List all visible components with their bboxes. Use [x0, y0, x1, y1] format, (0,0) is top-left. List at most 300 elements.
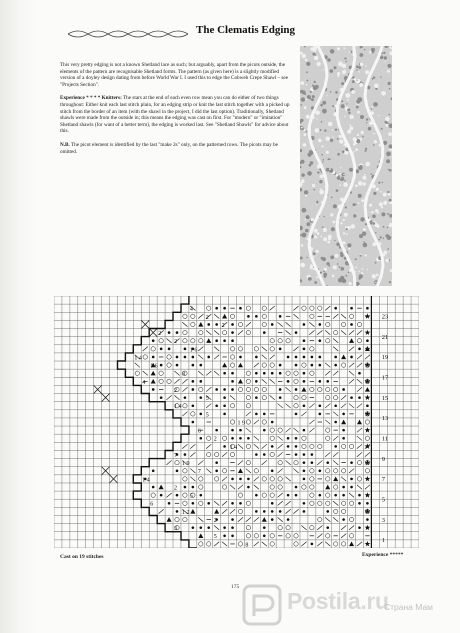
lace-hole — [351, 224, 355, 228]
lace-hole — [341, 100, 343, 102]
lace-hole — [344, 116, 345, 117]
purl-dot-symbol — [263, 331, 266, 334]
title-ornament — [68, 28, 188, 40]
lace-hole — [386, 159, 390, 163]
ssk-symbol — [214, 314, 219, 318]
stitch-count-label: 2 — [174, 339, 178, 346]
row-number-label: 11 — [381, 435, 388, 443]
sk2po-symbol — [349, 542, 354, 547]
stitch-count-label: 2 — [158, 331, 162, 338]
purl-dot-symbol — [207, 323, 210, 326]
purl-dot-symbol — [176, 494, 179, 497]
lace-hole — [387, 227, 389, 229]
lace-hole — [374, 140, 377, 143]
lace-hole — [371, 106, 373, 108]
yarn-over-symbol — [357, 322, 361, 326]
lace-hole — [342, 64, 346, 68]
purl-dot-symbol — [192, 380, 195, 383]
purl-dot-symbol — [279, 315, 282, 318]
lace-hole — [373, 192, 376, 195]
lace-hole — [366, 118, 368, 120]
sk2po-symbol — [222, 314, 227, 319]
lace-hole — [319, 180, 322, 183]
cast-off-symbol — [94, 385, 102, 393]
purl-dot-symbol — [215, 404, 218, 407]
k2tog-symbol — [278, 452, 283, 456]
purl-dot-symbol — [255, 494, 258, 497]
lace-hole — [389, 199, 392, 202]
lace-hole — [308, 153, 312, 157]
stitch-count-label: 5 — [205, 396, 209, 403]
k2tog-symbol — [182, 387, 187, 391]
yarn-over-symbol — [270, 339, 274, 343]
yarn-over-symbol — [310, 371, 314, 375]
purl-dot-symbol — [303, 323, 306, 326]
star-edge-symbol — [365, 476, 371, 481]
lace-hole — [322, 161, 323, 162]
purl-dot-symbol — [303, 380, 306, 383]
purl-dot-symbol — [358, 502, 361, 505]
yarn-over-symbol — [270, 428, 274, 432]
yarn-over-symbol — [159, 339, 163, 343]
lace-hole — [330, 255, 334, 259]
purl-dot-symbol — [160, 348, 163, 351]
ssk-symbol — [174, 371, 179, 375]
yarn-over-symbol — [246, 404, 250, 408]
purl-dot-symbol — [160, 396, 163, 399]
purl-dot-symbol — [366, 502, 369, 505]
yarn-over-symbol — [199, 387, 203, 391]
purl-dot-symbol — [247, 315, 250, 318]
yarn-over-symbol — [349, 444, 353, 448]
ssk-symbol — [190, 469, 195, 473]
k2tog-symbol — [254, 542, 259, 546]
ssk-symbol — [325, 542, 330, 546]
lace-hole — [365, 70, 369, 74]
sk2po-symbol — [341, 355, 346, 360]
yarn-over-symbol — [262, 395, 266, 399]
k2tog-symbol — [309, 428, 314, 432]
purl-dot-symbol — [231, 437, 234, 440]
lace-hole — [359, 234, 363, 238]
purl-dot-symbol — [184, 356, 187, 359]
lace-hole — [331, 197, 333, 199]
lace-hole — [330, 91, 332, 93]
ssk-symbol — [206, 330, 211, 334]
ssk-symbol — [198, 517, 203, 521]
lace-hole — [348, 272, 350, 274]
purl-dot-symbol — [199, 396, 202, 399]
yarn-over-symbol — [286, 534, 290, 538]
lace-hole — [356, 100, 360, 104]
yarn-over-symbol — [294, 460, 298, 464]
yarn-over-symbol — [278, 460, 282, 464]
yarn-over-symbol — [183, 517, 187, 521]
purl-dot-symbol — [334, 494, 337, 497]
yarn-over-symbol — [341, 322, 345, 326]
lace-hole — [347, 99, 349, 101]
yarn-over-symbol — [318, 306, 322, 310]
stitch-count-label: 1 2 — [181, 509, 190, 516]
purl-dot-symbol — [295, 413, 298, 416]
yarn-over-symbol — [365, 469, 369, 473]
yarn-over-symbol — [246, 387, 250, 391]
purl-dot-symbol — [287, 437, 290, 440]
purl-dot-symbol — [350, 478, 353, 481]
purl-dot-symbol — [223, 372, 226, 375]
purl-dot-symbol — [231, 323, 234, 326]
k2tog-symbol — [317, 460, 322, 464]
purl-dot-symbol — [311, 364, 314, 367]
yarn-over-symbol — [183, 330, 187, 334]
sk2po-symbol — [214, 509, 219, 514]
yarn-over-symbol — [286, 371, 290, 375]
k2tog-symbol — [357, 444, 362, 448]
purl-dot-symbol — [255, 396, 258, 399]
lace-hole — [312, 84, 314, 86]
purl-dot-symbol — [263, 372, 266, 375]
k2tog-symbol — [206, 444, 211, 448]
yarn-over-symbol — [318, 387, 322, 391]
yarn-over-symbol — [302, 363, 306, 367]
k2tog-symbol — [278, 444, 283, 448]
star-edge-symbol — [365, 508, 371, 513]
cast-off-symbol — [149, 329, 157, 337]
yarn-over-symbol — [222, 330, 226, 334]
purl-dot-symbol — [303, 356, 306, 359]
lace-hole — [388, 132, 392, 136]
yarn-over-symbol — [278, 477, 282, 481]
ssk-symbol — [270, 379, 275, 383]
lace-hole — [383, 238, 384, 239]
row-number-label: 21 — [381, 333, 389, 341]
ssk-symbol — [262, 379, 267, 383]
k2tog-symbol — [206, 371, 211, 375]
lace-hole — [314, 56, 319, 61]
k2tog-symbol — [357, 330, 362, 334]
lace-hole — [351, 90, 355, 94]
ssk-symbol — [333, 501, 338, 505]
ssk-symbol — [135, 363, 140, 367]
intro-paragraph-3-lead: N.B. — [60, 141, 70, 148]
ssk-symbol — [325, 330, 330, 334]
yarn-over-symbol — [310, 493, 314, 497]
lace-hole — [349, 51, 351, 53]
lace-hole — [328, 235, 332, 239]
k2tog-symbol — [349, 525, 354, 529]
purl-dot-symbol — [358, 348, 361, 351]
yarn-over-symbol — [326, 469, 330, 473]
lace-hole — [305, 229, 309, 233]
purl-dot-symbol — [334, 421, 337, 424]
yarn-over-symbol — [262, 306, 266, 310]
lace-hole — [359, 165, 362, 168]
lace-hole — [378, 115, 380, 117]
ssk-symbol — [254, 485, 259, 489]
ssk-symbol — [254, 444, 259, 448]
purl-dot-symbol — [215, 323, 218, 326]
lace-hole — [371, 108, 373, 110]
lace-hole — [313, 252, 316, 255]
purl-dot-symbol — [255, 453, 258, 456]
k2tog-symbol — [357, 387, 362, 391]
yarn-over-symbol — [238, 509, 242, 513]
lace-hole — [323, 228, 327, 232]
stitch-count-label: 1 4 — [142, 477, 150, 484]
yarn-over-symbol — [222, 485, 226, 489]
lace-hole — [344, 180, 346, 182]
k2tog-symbol — [278, 493, 283, 497]
lace-hole — [322, 145, 324, 147]
yarn-over-symbol — [183, 339, 187, 343]
yarn-over-symbol — [175, 460, 179, 464]
lace-hole — [303, 143, 307, 147]
yarn-over-symbol — [270, 477, 274, 481]
lace-hole — [353, 137, 357, 141]
ssk-symbol — [198, 371, 203, 375]
lace-hole — [366, 122, 367, 123]
ssk-symbol — [214, 330, 219, 334]
yarn-over-symbol — [254, 347, 258, 351]
lace-hole — [379, 202, 383, 206]
lace-hole — [356, 106, 359, 109]
k2tog-symbol — [357, 404, 362, 408]
lace-hole — [361, 272, 363, 274]
yarn-over-symbol — [254, 534, 258, 538]
lace-hole — [355, 267, 357, 269]
lace-hole — [376, 274, 379, 277]
lace-hole — [338, 278, 343, 283]
yarn-over-symbol — [302, 395, 306, 399]
k2tog-symbol — [190, 452, 195, 456]
row-number-label: 5 — [381, 496, 385, 504]
lace-hole — [347, 226, 351, 230]
purl-dot-symbol — [334, 307, 337, 310]
yarn-over-symbol — [365, 436, 369, 440]
purl-dot-symbol — [184, 453, 187, 456]
purl-dot-symbol — [295, 331, 298, 334]
lace-hole — [301, 97, 305, 101]
purl-dot-symbol — [366, 518, 369, 521]
lace-hole — [323, 273, 327, 277]
yarn-over-symbol — [326, 493, 330, 497]
k2tog-symbol — [246, 412, 251, 416]
stitch-count-label: 1 4 — [174, 404, 182, 411]
lace-hole — [316, 202, 318, 204]
ssk-symbol — [285, 460, 290, 464]
purl-dot-symbol — [239, 502, 242, 505]
yarn-over-symbol — [326, 501, 330, 505]
ssk-symbol — [333, 460, 338, 464]
purl-dot-symbol — [207, 526, 210, 529]
row-number-label: 9 — [381, 455, 385, 463]
lace-hole — [345, 275, 347, 277]
sk2po-symbol — [333, 477, 338, 482]
lace-hole — [359, 53, 363, 57]
sk2po-symbol — [357, 420, 362, 425]
lace-hole — [346, 103, 347, 104]
lace-hole — [322, 226, 324, 228]
stitch-count-label: 1 9 — [181, 461, 190, 468]
ssk-symbol — [278, 404, 283, 408]
k2tog-symbol — [278, 469, 283, 473]
row-number-label: 17 — [381, 374, 389, 382]
purl-dot-symbol — [358, 396, 361, 399]
sk2po-symbol — [238, 379, 243, 384]
star-edge-symbol — [365, 541, 371, 547]
yarn-over-symbol — [333, 485, 337, 489]
lace-hole — [329, 169, 330, 170]
stitch-count-label: 6 — [150, 501, 154, 508]
yarn-over-symbol — [302, 444, 306, 448]
yarn-over-symbol — [246, 420, 250, 424]
watermark-subtitle: Страна Мам — [384, 602, 434, 612]
yarn-over-symbol — [262, 363, 266, 367]
yarn-over-symbol — [199, 339, 203, 343]
row-number-label: 13 — [381, 415, 389, 423]
lace-hole — [386, 152, 391, 157]
purl-dot-symbol — [263, 429, 266, 432]
yarn-over-symbol — [302, 306, 306, 310]
purl-dot-symbol — [303, 510, 306, 513]
k2tog-symbol — [262, 460, 267, 464]
purl-dot-symbol — [303, 502, 306, 505]
ssk-symbol — [230, 395, 235, 399]
k2tog-symbol — [190, 444, 195, 448]
k2tog-symbol — [198, 347, 203, 351]
lace-hole — [373, 102, 378, 107]
yarn-over-symbol — [310, 347, 314, 351]
lace-hole — [360, 115, 364, 119]
purl-dot-symbol — [231, 429, 234, 432]
ssk-symbol — [293, 314, 298, 318]
purl-dot-symbol — [223, 396, 226, 399]
purl-dot-symbol — [271, 518, 274, 521]
lace-hole — [336, 189, 339, 192]
ssk-symbol — [357, 436, 362, 440]
yarn-over-symbol — [207, 542, 211, 546]
yarn-over-symbol — [246, 371, 250, 375]
lace-hole — [368, 127, 372, 131]
lace-hole — [383, 52, 385, 54]
purl-dot-symbol — [223, 413, 226, 416]
purl-dot-symbol — [192, 526, 195, 529]
lace-hole — [303, 133, 306, 136]
purl-dot-symbol — [263, 453, 266, 456]
yarn-over-symbol — [318, 444, 322, 448]
k2tog-symbol — [333, 371, 338, 375]
yarn-over-symbol — [326, 477, 330, 481]
purl-dot-symbol — [247, 486, 250, 489]
purl-dot-symbol — [295, 364, 298, 367]
row-number-label: 3 — [381, 516, 385, 524]
purl-dot-symbol — [271, 372, 274, 375]
sk2po-symbol — [365, 387, 370, 392]
yarn-over-symbol — [294, 542, 298, 546]
k2tog-symbol — [254, 363, 259, 367]
intro-paragraph-2 — [60, 95, 290, 135]
yarn-over-symbol — [207, 306, 211, 310]
lace-hole — [375, 282, 376, 283]
k2tog-symbol — [206, 404, 211, 408]
yarn-over-symbol — [230, 420, 234, 424]
lace-hole — [350, 115, 354, 119]
sk2po-symbol — [206, 338, 211, 343]
lace-hole — [327, 58, 331, 62]
lace-hole — [358, 71, 360, 73]
lace-hole — [347, 130, 351, 134]
yarn-over-symbol — [294, 379, 298, 383]
lace-edging-photo — [300, 46, 392, 286]
yarn-over-symbol — [238, 347, 242, 351]
purl-dot-symbol — [295, 437, 298, 440]
ssk-symbol — [333, 412, 338, 416]
k2tog-symbol — [333, 452, 338, 456]
lace-hole — [383, 226, 385, 228]
lace-hole — [339, 61, 341, 63]
yarn-over-symbol — [143, 355, 147, 359]
k2tog-symbol — [309, 420, 314, 424]
lace-hole — [378, 182, 380, 184]
lace-hole — [377, 212, 379, 214]
ssk-symbol — [182, 322, 187, 326]
lace-hole — [387, 213, 389, 215]
lace-hole — [340, 252, 343, 255]
yarn-over-symbol — [310, 477, 314, 481]
k2tog-symbol — [182, 379, 187, 383]
sk2po-symbol — [238, 363, 243, 368]
lace-hole — [352, 80, 355, 83]
yarn-over-symbol — [183, 477, 187, 481]
purl-dot-symbol — [295, 486, 298, 489]
k2tog-symbol — [349, 363, 354, 367]
lace-hole — [348, 247, 350, 249]
purl-dot-symbol — [231, 339, 234, 342]
yarn-over-symbol — [183, 404, 187, 408]
yarn-over-symbol — [151, 347, 155, 351]
lace-hole — [340, 177, 344, 181]
sk2po-symbol — [167, 517, 172, 522]
purl-dot-symbol — [271, 510, 274, 513]
lace-hole — [301, 173, 304, 176]
lace-hole — [321, 236, 323, 238]
purl-dot-symbol — [239, 356, 242, 359]
lace-photo-texture — [300, 46, 392, 286]
purl-dot-symbol — [231, 372, 234, 375]
lace-hole — [310, 264, 312, 266]
purl-dot-symbol — [160, 494, 163, 497]
yarn-over-symbol — [310, 444, 314, 448]
yarn-over-symbol — [191, 412, 195, 416]
purl-dot-symbol — [215, 307, 218, 310]
lace-hole — [320, 175, 323, 178]
ssk-symbol — [357, 379, 362, 383]
lace-hole — [361, 131, 364, 134]
cast-off-symbol — [110, 475, 118, 483]
purl-dot-symbol — [319, 469, 322, 472]
k2tog-symbol — [341, 525, 346, 529]
yarn-over-symbol — [262, 493, 266, 497]
lace-hole — [320, 104, 323, 107]
k2tog-symbol — [325, 306, 330, 310]
yarn-over-symbol — [199, 501, 203, 505]
intro-paragraph-2-body: The stars at the end of each even row mean you can do either of two things throughout: Either knit each last stitch plain, for an edging strip or knit the last stitch together with a picked up stitch from the border of an item (with the shawl in the project, I did the last option). Traditionally, Shetland shawls were made from the outside in; this means the edging was cast on first. For "modern" or "imitation" Shetland shawls (for want of a better term), the edging is worked last. See "Shetland Shawls" for advice about this. — [60, 95, 290, 135]
lace-hole — [332, 129, 333, 130]
lace-hole — [302, 208, 307, 213]
purl-dot-symbol — [342, 494, 345, 497]
lace-hole — [363, 182, 366, 185]
ssk-symbol — [174, 395, 179, 399]
